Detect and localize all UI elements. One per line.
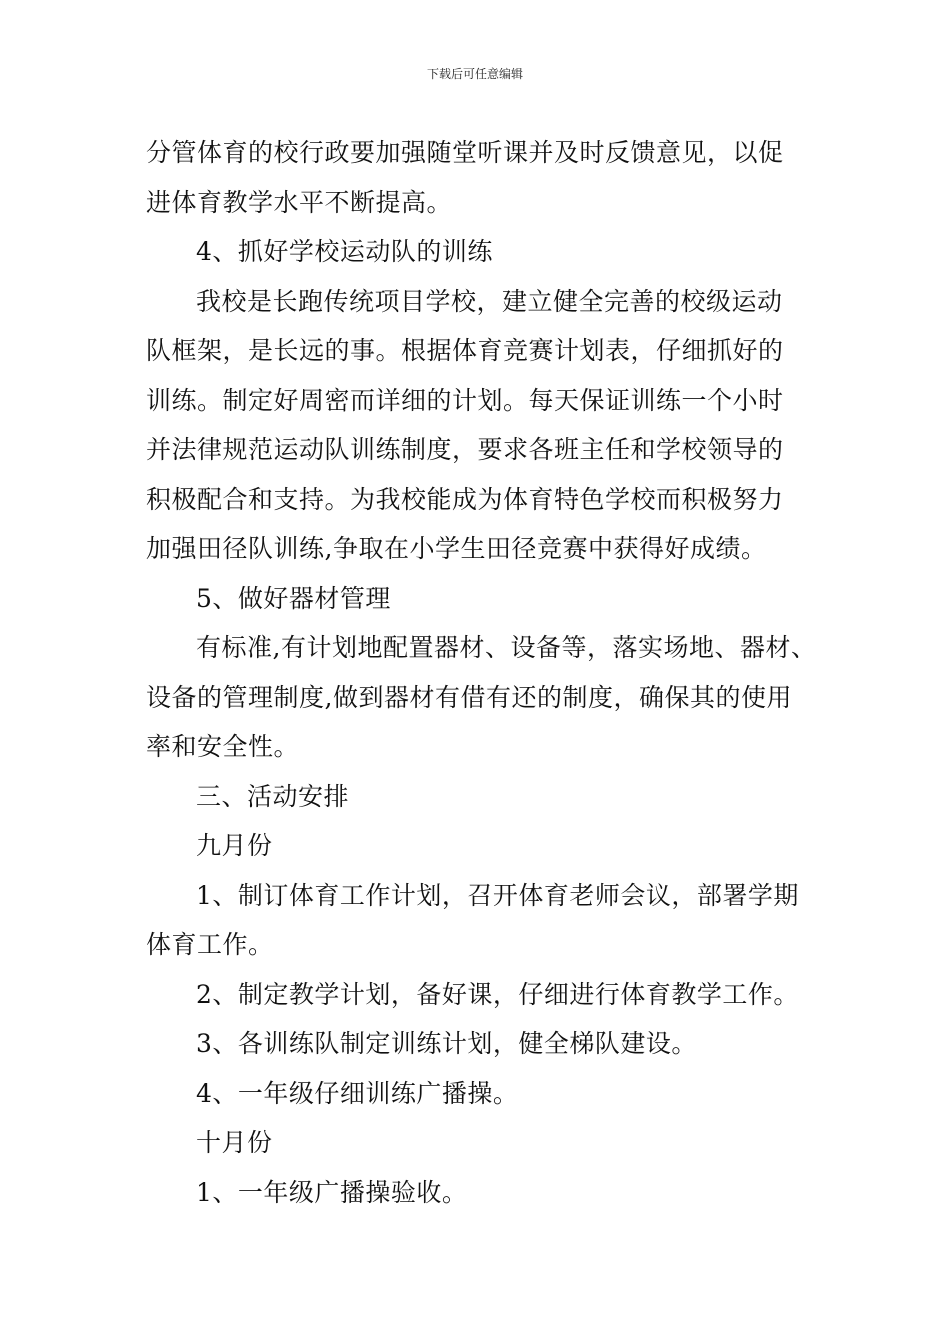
body-line: 4、一年级仔细训练广播操。	[196, 1078, 519, 1108]
body-line: 1、一年级广播操验收。	[196, 1177, 468, 1207]
page-header: 下载后可任意编辑	[426, 67, 523, 81]
section-heading: 5、做好器材管理	[196, 583, 391, 613]
body-line: 2、制定教学计划，备好课，仔细进行体育教学工作。	[196, 979, 799, 1009]
document-body	[146, 128, 830, 1217]
body-line: 训练。制定好周密而详细的计划。每天保证训练一个小时	[146, 385, 784, 415]
body-line: 队框架，是长远的事。根据体育竞赛计划表，仔细抓好的	[146, 336, 784, 365]
body-line: 体育工作。	[146, 930, 274, 959]
month-heading: 九月份	[196, 831, 273, 860]
body-line: 设备的管理制度,做到器材有借有还的制度，确保其的使用	[146, 682, 792, 712]
body-line: 积极配合和支持。为我校能成为体育特色学校而积极努力	[146, 484, 784, 514]
section-heading: 三、活动安排	[196, 781, 350, 811]
body-line: 加强田径队训练,争取在小学生田径竞赛中获得好成绩。	[146, 534, 767, 563]
body-line: 分管体育的校行政要加强随堂听课并及时反馈意见，以促	[146, 138, 784, 167]
body-line: 3、各训练队制定训练计划，健全梯队建设。	[196, 1029, 697, 1058]
body-line: 率和安全性。	[146, 732, 300, 761]
body-line: 1、制订体育工作计划，召开体育老师会议，部署学期	[196, 880, 799, 910]
body-line: 进体育教学水平不断提高。	[146, 187, 453, 217]
body-line: 并法律规范运动队训练制度，要求各班主任和学校领导的	[146, 435, 784, 464]
body-line: 有标准,有计划地配置器材、设备等，落实场地、器材、	[196, 633, 817, 662]
month-heading: 十月份	[196, 1128, 273, 1157]
section-heading: 4、抓好学校运动队的训练	[196, 237, 493, 266]
body-line: 我校是长跑传统项目学校，建立健全完善的校级运动	[196, 286, 783, 316]
